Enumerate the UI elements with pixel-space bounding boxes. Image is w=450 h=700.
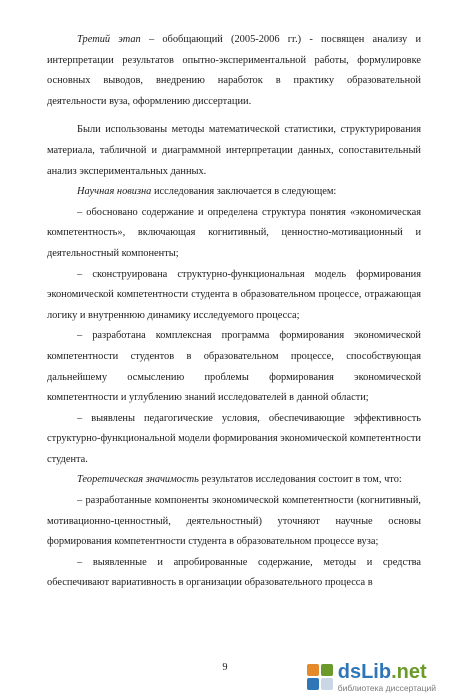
paragraph-novelty-heading bbox=[47, 182, 421, 203]
list-item-theory-2 bbox=[47, 553, 421, 594]
list-item-theory-1 bbox=[47, 491, 421, 553]
paragraph-text: – обосновано содержание и определена структура понятия «экономическая компетентность», включающая когнитивный, ценностно-мотивационный и деятельностный компоненты; bbox=[47, 206, 421, 259]
paragraph-stage-three bbox=[47, 30, 421, 112]
paragraph-text: результатов исследования состоит в том, что: bbox=[198, 474, 402, 486]
dslib-watermark[interactable] bbox=[307, 662, 436, 693]
paragraph-text: – разработанные компоненты экономической компетентности (когнитивный, мотивационно-ценностный, деятельностный) уточняют научные основы формирования компетентности студента в образовательном процессе вуза; bbox=[47, 495, 421, 548]
watermark-brand-suffix: .net bbox=[391, 660, 427, 683]
term-scientific-novelty: Научная новизна bbox=[77, 186, 152, 198]
paragraph-text: – разработана комплексная программа формирования экономической компетентности студентов в образовательном процессе, способствующая дальнейшему осмыслению проблемы формирования экономической компетентности и углублению знаний исследователей в данной области; bbox=[47, 330, 421, 404]
paragraph-methods bbox=[47, 120, 421, 182]
watermark-brand bbox=[338, 662, 436, 682]
paragraph-text: Были использованы методы математической статистики, структурирования материала, табличной и диаграммной интерпретации данных, сопоставительный анализ экспериментальных данных. bbox=[47, 124, 421, 177]
page-number: 9 bbox=[222, 662, 228, 673]
paragraph-text: – обобщающий (2005-2006 гг.) - посвящен анализу и интерпретации результатов опытно-экспериментальной работы, формулировке основных выводов, внедрению наработок в практику образовательной деятельности вуза, оформлению диссертации. bbox=[47, 34, 422, 107]
term-third-stage: Третий этап bbox=[77, 34, 141, 45]
term-theoretical-significance: Теоретическая значимость bbox=[77, 474, 199, 486]
paragraph-theoretical-significance bbox=[47, 470, 421, 491]
list-item-novelty-2 bbox=[47, 265, 421, 327]
document-page bbox=[47, 30, 421, 594]
watermark-tagline: библиотека диссертаций bbox=[337, 682, 436, 693]
list-item-novelty-1 bbox=[47, 203, 421, 265]
list-item-novelty-4 bbox=[47, 409, 421, 471]
paragraph-text: – выявлены педагогические условия, обеспечивающие эффективность структурно-функциональной модели формирования экономической компетентности студента. bbox=[47, 412, 421, 465]
paragraph-text: исследования заключается в следующем: bbox=[151, 186, 337, 198]
paragraph-text: – выявленные и апробированные содержание, методы и средства обеспечивают вариативность в организации образовательного процесса в bbox=[47, 556, 421, 589]
dslib-logo-icon bbox=[307, 664, 333, 690]
paragraph-text: – сконструирована структурно-функциональная модель формирования экономической компетентности студента в образовательном процессе, отражающая логику и внутреннюю динамику исследуемого процесса; bbox=[47, 268, 421, 321]
list-item-novelty-3 bbox=[47, 326, 421, 408]
watermark-brand-main: dsLib bbox=[337, 660, 392, 683]
